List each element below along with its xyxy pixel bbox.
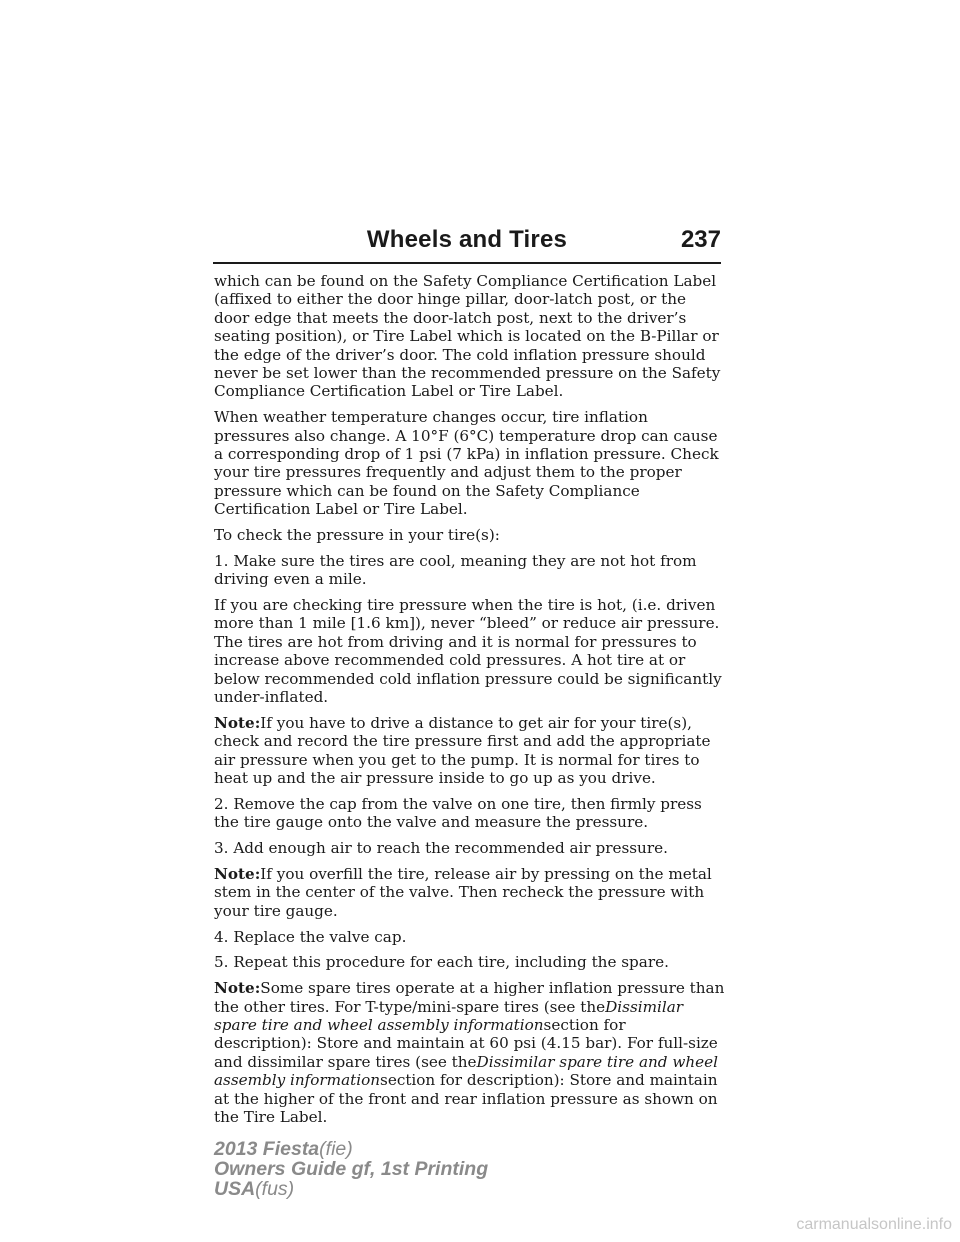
note-label: Note: [214,979,261,998]
paragraph: If you are checking tire pressure when the tire is hot, (i.e. driven more than 1 mile [1.6 km]), never “bleed” or reduce air pressure. The tires are hot from driving and it is normal for pressures to increase above recommended cold pressures. A hot tire at or below recommended cold inflation pressure could be significantly under-inflated. [214,596,722,707]
step-3: 3. Add enough air to reach the recommended air pressure. [214,839,668,858]
footer-line: Owners Guide gf, 1st Printing [214,1158,489,1180]
body-text [214,272,726,1134]
step-2: 2. Remove the cap from the valve on one tire, then firmly press the tire gauge onto the valve and measure the pressure. [214,794,702,832]
section-title: Wheels and Tires [366,226,568,253]
note-label: Note: [214,713,261,732]
document-footer [214,1139,488,1199]
step-4: 4. Replace the valve cap. [214,927,407,946]
note: Note:If you overfill the tire, release air by pressing on the metal stem in the center of the valve. Then recheck the pressure with your tire gauge. [214,864,712,920]
page-number: 237 [680,226,721,253]
step-1: 1. Make sure the tires are cool, meaning they are not hot from driving even a mile. [214,551,697,589]
step-5: 5. Repeat this procedure for each tire, including the spare. [214,953,669,972]
paragraph: To check the pressure in your tire(s): [214,526,500,545]
page-header [213,226,721,266]
note-label: Note: [214,864,261,883]
footer-line: USA(fus) [214,1178,295,1200]
paragraph: which can be found on the Safety Compliance Certification Label (affixed to either the door hinge pillar, door-latch post, or the door edge that meets the door-latch post, next to the driver’s seating position), or Tire Label which is located on the B-Pillar or the edge of the driver’s door. The cold inflation pressure should never be set lower than the recommended pressure on the Safety Compliance Certification Label or Tire Label. [214,272,721,401]
footer-line: 2013 Fiesta(fie) [214,1138,353,1160]
note: Note:If you have to drive a distance to get air for your tire(s), check and record the tire pressure first and add the appropriate air pressure when you get to the pump. It is normal for tires to heat up and the air pressure inside to go up as you drive. [214,713,711,788]
watermark: carmanualsonline.info [796,1216,952,1233]
paragraph: When weather temperature changes occur, tire inflation pressures also change. A 10°F (6°C) temperature drop can cause a corresponding drop of 1 psi (7 kPa) in inflation pressure. Check your tire pressures frequently and adjust them to the proper pressure which can be found on the Safety Compliance Certification Label or Tire Label. [214,408,719,519]
header-rule [213,262,721,264]
note-spare-tires: Note:Some spare tires operate at a higher inflation pressure than the other tires. For T-type/mini-spare tires (see theDissimilar spare tire and wheel assembly informationsection for description): Store and maintain at 60 psi (4.15 bar). For full-size and dissimilar spare tires (see theDissimilar spare tire and wheel assembly informationsection for description): Store and maintain at the higher of the front and rear inflation pressure as shown on the Tire Label. [214,979,725,1126]
cross-reference: Dissimilar spare tire and wheel assembly information [214,1052,718,1090]
cross-reference: Dissimilar spare tire and wheel assembly information [214,997,684,1034]
